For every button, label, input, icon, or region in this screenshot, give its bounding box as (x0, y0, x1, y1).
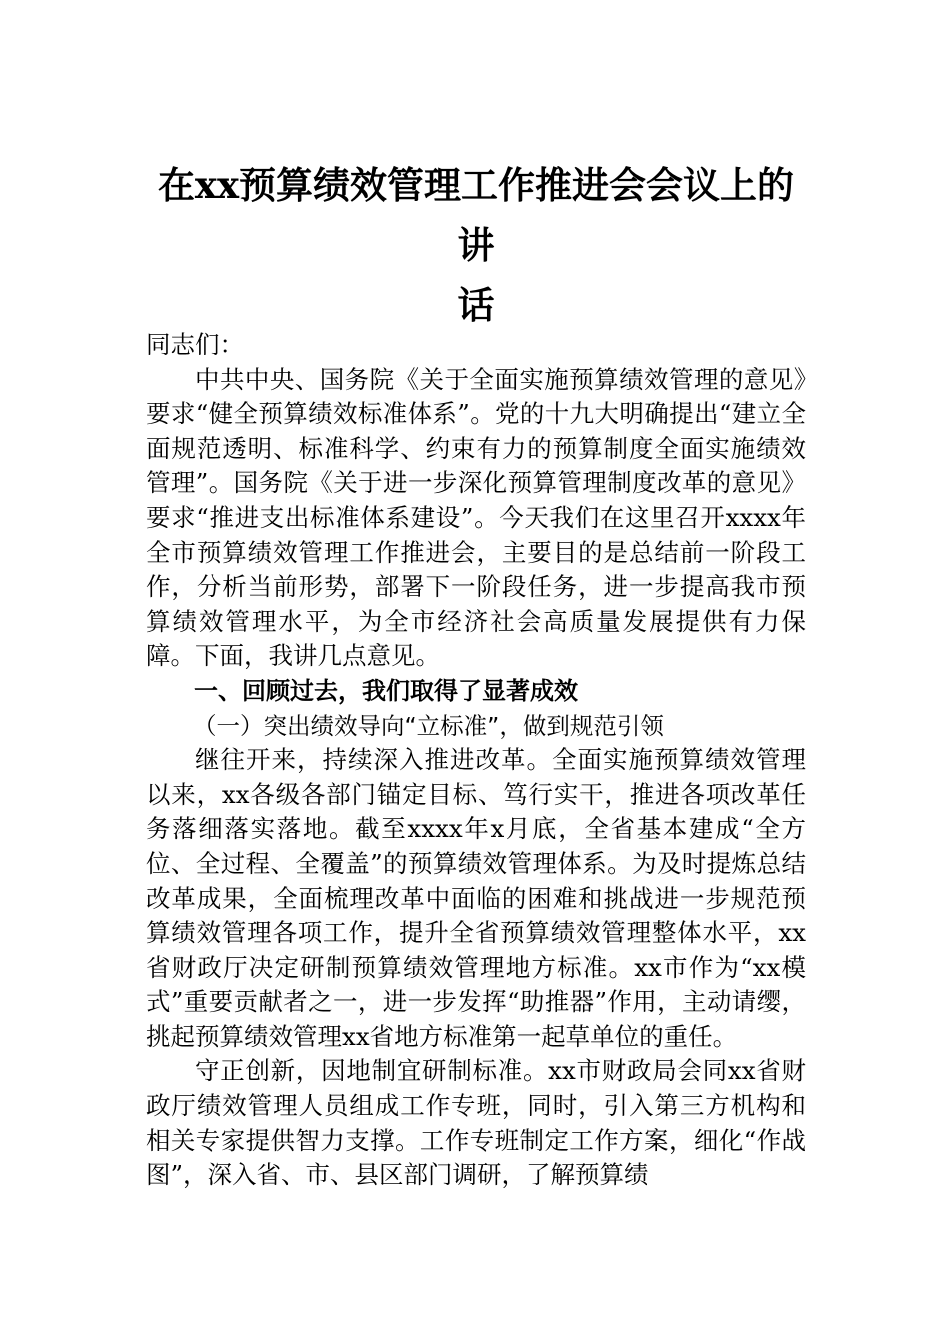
title-line-1: 在xx预算绩效管理工作推进会会议上的讲 (157, 163, 795, 267)
paragraph-intro: 中共中央、国务院《关于全面实施预算绩效管理的意见》要求“健全预算绩效标准体系”。党的十九大明确提出“建立全面规范透明、标准科学、约束有力的预算制度全面实施绩效管理”。国务院《关于进一步深化预算管理制度改革的意见》要求“推进支出标准体系建设”。今天我们在这里召开xxxx年全市预算绩效管理工作推进会，主要目的是总结前一阶段工作，分析当前形势，部署下一阶段任务，进一步提高我市预算绩效管理水平，为全市经济社会高质量发展提供有力保障。下面，我讲几点意见。 (146, 364, 806, 671)
document-title (146, 155, 806, 335)
section-heading-1: 一、回顾过去，我们取得了显著成效 (194, 676, 578, 705)
salutation: 同志们： (146, 330, 244, 359)
title-line-2: 话 (457, 283, 495, 327)
paragraph-innovation: 守正创新，因地制宜研制标准。xx市财政局会同xx省财政厅绩效管理人员组成工作专班，同时，引入第三方机构和相关专家提供智力支撑。工作专班制定工作方案，细化“作战图”，深入省、市、县区部门调研，了解预算绩 (146, 1056, 806, 1190)
paragraph-reform: 继往开来，持续深入推进改革。全面实施预算绩效管理以来，xx各级各部门锚定目标、笃行实干，推进各项改革任务落细落实落地。截至xxxx年x月底，全省基本建成“全方位、全过程、全覆盖”的预算绩效管理体系。为及时提炼总结改革成果，全面梳理改革中面临的困难和挑战进一步规范预算绩效管理各项工作，提升全省预算绩效管理整体水平，xx省财政厅决定研制预算绩效管理地方标准。xx市作为“xx模式”重要贡献者之一，进一步发挥“助推器”作用，主动请缨，挑起预算绩效管理xx省地方标准第一起草单位的重任。 (146, 745, 806, 1051)
subsection-heading-1: （一）突出绩效导向“立标准”，做到规范引领 (193, 711, 664, 740)
document-body (146, 328, 806, 1193)
